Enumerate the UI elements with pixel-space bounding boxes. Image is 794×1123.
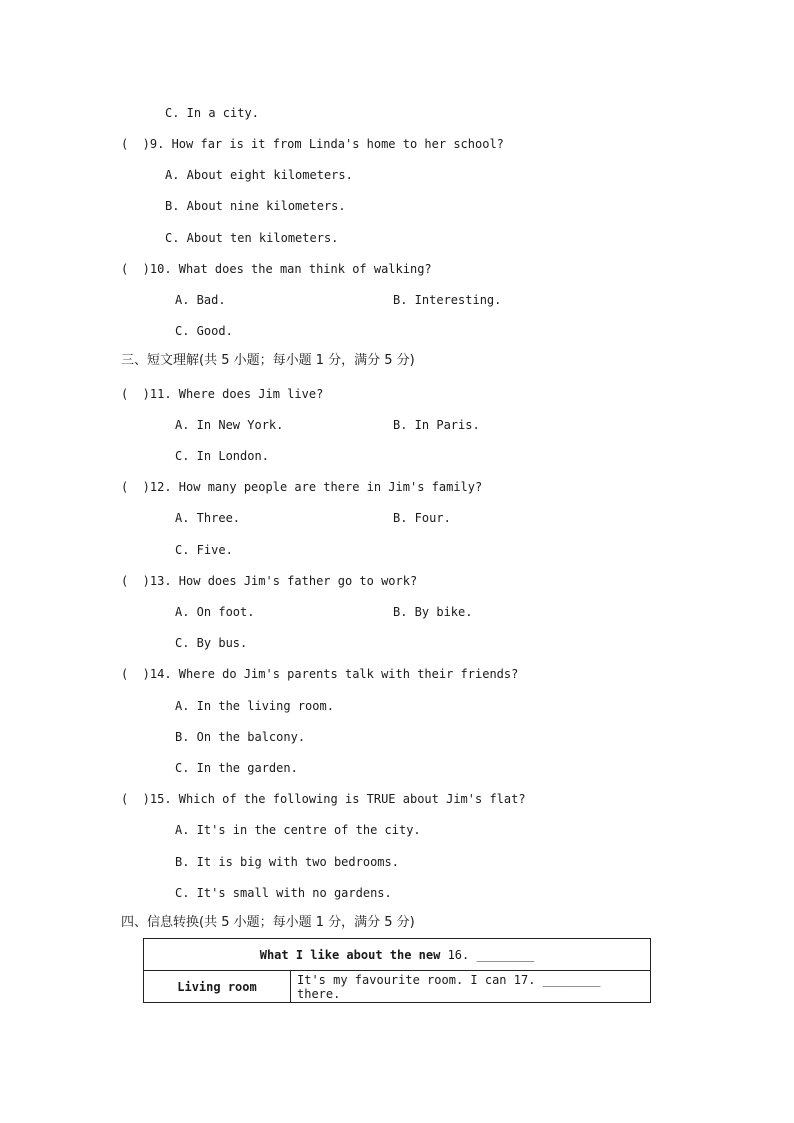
q11-option-c: C. In London.	[175, 449, 269, 463]
q10-option-b: B. Interesting.	[393, 293, 502, 307]
q9-option-a: A. About eight kilometers.	[165, 168, 353, 182]
q13-option-c: C. By bus.	[175, 636, 248, 650]
table-row	[144, 971, 651, 1003]
info-table-header-row	[144, 939, 651, 971]
q10-stem: ( )10. What does the man think of walking?	[121, 262, 432, 276]
q10-option-a: A. Bad.	[175, 293, 226, 307]
q15-option-a: A. It's in the centre of the city.	[175, 823, 421, 837]
blank-16[interactable]: 16. ________	[447, 947, 535, 962]
row-label-living-room: Living room	[144, 971, 291, 1003]
section3-heading: 三、短文理解(共 5 小题；每小题 1 分，满分 5 分)	[121, 353, 415, 368]
q15-option-c: C. It's small with no gardens.	[175, 886, 392, 900]
q12-option-c: C. Five.	[175, 543, 233, 557]
q12-option-a: A. Three.	[175, 511, 241, 525]
q13-stem: ( )13. How does Jim's father go to work?	[121, 574, 418, 588]
q12-stem: ( )12. How many people are there in Jim's family?	[121, 480, 483, 494]
q14-option-b: B. On the balcony.	[175, 730, 306, 744]
section4-heading: 四、信息转换(共 5 小题；每小题 1 分，满分 5 分)	[121, 915, 415, 930]
q11-option-b: B. In Paris.	[393, 418, 480, 432]
info-table	[143, 938, 651, 1003]
q14-stem: ( )14. Where do Jim's parents talk with their friends?	[121, 667, 519, 681]
q9-stem: ( )9. How far is it from Linda's home to her school?	[121, 137, 504, 151]
q15-option-b: B. It is big with two bedrooms.	[175, 855, 399, 869]
q12-option-b: B. Four.	[393, 511, 451, 525]
q9-option-c: C. About ten kilometers.	[165, 231, 339, 245]
q10-option-c: C. Good.	[175, 324, 233, 338]
q14-option-c: C. In the garden.	[175, 761, 298, 775]
q13-option-b: B. By bike.	[393, 605, 473, 619]
q11-stem: ( )11. Where does Jim live?	[121, 387, 324, 401]
q9-option-b: B. About nine kilometers.	[165, 199, 346, 213]
q15-stem: ( )15. Which of the following is TRUE about Jim's flat?	[121, 792, 526, 806]
q11-option-a: A. In New York.	[175, 418, 284, 432]
q8-option-c: C. In a city.	[165, 106, 259, 120]
row-text-living-room: It's my favourite room. I can 17. ________ there.	[291, 971, 651, 1003]
info-table-title-text: What I like about the new	[259, 947, 448, 962]
q14-option-a: A. In the living room.	[175, 699, 334, 713]
info-table-title	[144, 939, 651, 971]
q13-option-a: A. On foot.	[175, 605, 255, 619]
